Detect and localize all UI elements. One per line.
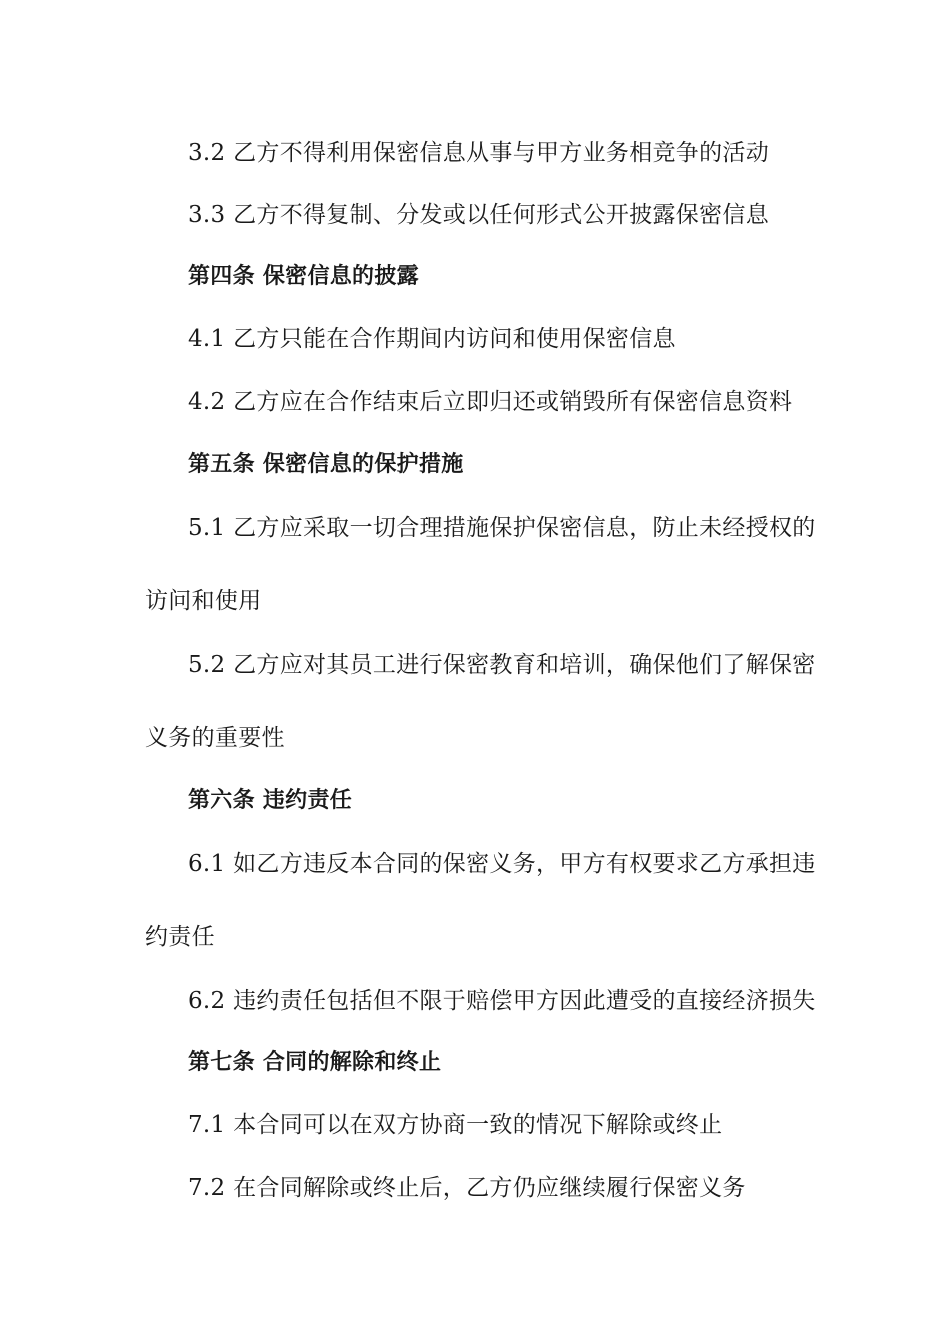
clause-4-2: 4.2 乙方应在合作结束后立即归还或销毁所有保密信息资料 — [188, 389, 793, 415]
clause-5-2-continued: 义务的重要性 — [145, 725, 285, 751]
article-5-heading: 第五条 保密信息的保护措施 — [188, 452, 464, 477]
clause-6-1-continued: 约责任 — [145, 924, 215, 950]
clause-6-2: 6.2 违约责任包括但不限于赔偿甲方因此遭受的直接经济损失 — [188, 988, 816, 1014]
article-6-heading: 第六条 违约责任 — [188, 788, 353, 813]
clause-4-1: 4.1 乙方只能在合作期间内访问和使用保密信息 — [188, 326, 676, 352]
clause-3-3: 3.3 乙方不得复制、分发或以任何形式公开披露保密信息 — [188, 202, 769, 228]
article-7-heading: 第七条 合同的解除和终止 — [188, 1050, 442, 1075]
clause-5-1-continued: 访问和使用 — [145, 588, 262, 614]
clause-7-1: 7.1 本合同可以在双方协商一致的情况下解除或终止 — [188, 1112, 723, 1138]
clause-3-2: 3.2 乙方不得利用保密信息从事与甲方业务相竞争的活动 — [188, 140, 769, 166]
clause-6-1: 6.1 如乙方违反本合同的保密义务，甲方有权要求乙方承担违 — [188, 851, 816, 877]
clause-7-2: 7.2 在合同解除或终止后，乙方仍应继续履行保密义务 — [188, 1175, 746, 1201]
clause-5-2: 5.2 乙方应对其员工进行保密教育和培训，确保他们了解保密 — [188, 652, 816, 678]
article-4-heading: 第四条 保密信息的披露 — [188, 264, 419, 289]
clause-5-1: 5.1 乙方应采取一切合理措施保护保密信息，防止未经授权的 — [188, 515, 816, 541]
